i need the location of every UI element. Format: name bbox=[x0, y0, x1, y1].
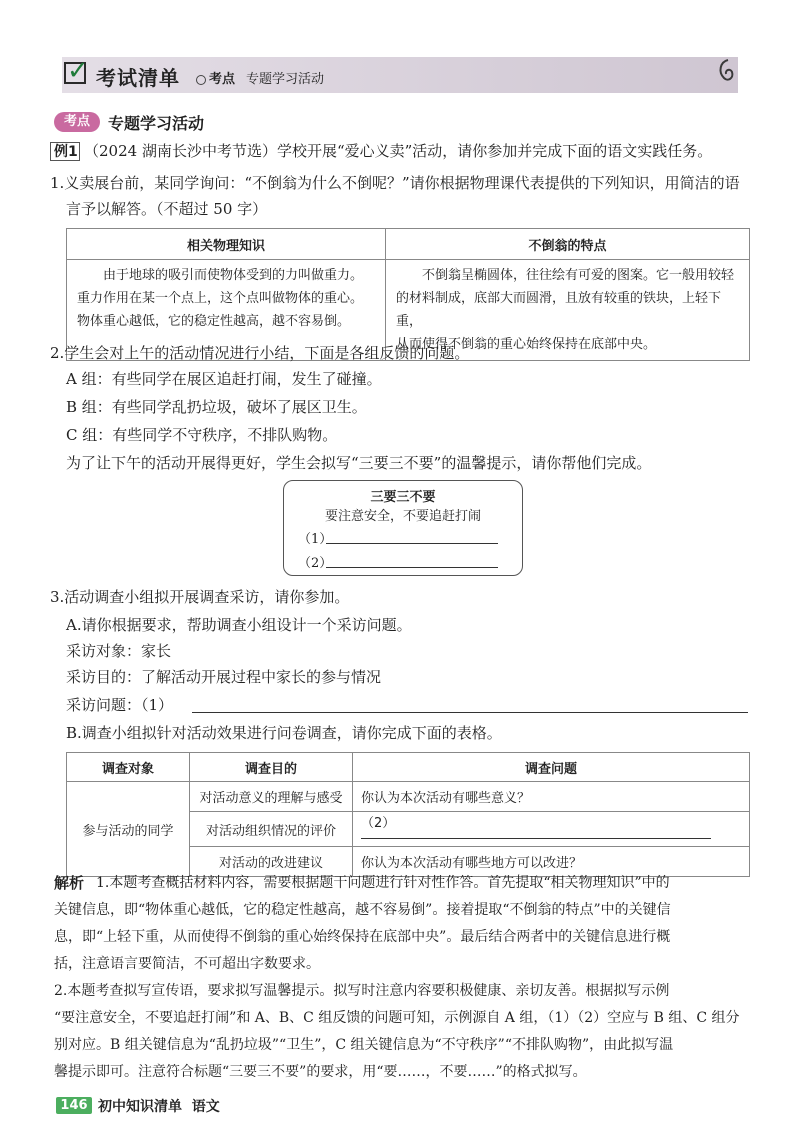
table-header: 相关物理知识 bbox=[67, 229, 386, 260]
text-line: 不倒翁呈椭圆体，往往绘有可爱的图案。它一般用较轻 bbox=[422, 268, 735, 283]
interview-question-label: 采访问题：（1） bbox=[66, 696, 174, 714]
q2-intro: 2.学生会对上午的活动情况进行小结，下面是各组反馈的问题。 bbox=[50, 344, 470, 362]
survey-question: 你认为本次活动有哪些意义？ bbox=[353, 782, 750, 812]
text-line: 从而使得不倒翁的重心始终保持在底部中央。 bbox=[396, 337, 657, 352]
tips-blank1-label: （1） bbox=[298, 532, 333, 547]
interview-question-line[interactable] bbox=[192, 712, 748, 713]
survey-blank-label: （2） bbox=[361, 816, 396, 831]
survey-purpose: 对活动组织情况的评价 bbox=[190, 812, 353, 847]
text-line: 物体重心越低，它的稳定性越高，越不容易倒。 bbox=[77, 314, 351, 329]
example-intro: （2024 湖南长沙中考节选）学校开展“爱心义卖”活动，请你参加并完成下面的语文实践任务。 bbox=[84, 142, 713, 160]
q1-line2: 言予以解答。（不超过 50 字） bbox=[66, 200, 268, 218]
survey-blank-line[interactable] bbox=[361, 838, 711, 839]
dot-icon bbox=[196, 75, 206, 85]
q3-a-task: A.请你根据要求，帮助调查小组设计一个采访问题。 bbox=[66, 616, 412, 634]
table-header: 调查目的 bbox=[190, 753, 353, 782]
survey-purpose: 对活动的改进建议 bbox=[190, 847, 353, 877]
table-header: 调查问题 bbox=[353, 753, 750, 782]
q2-group-a: A 组：有些同学在展区追赶打闹，发生了碰撞。 bbox=[66, 370, 382, 388]
analysis-line: 馨提示即可。注意符合标题“三要三不要”的要求，用“要……，不要……”的格式拟写。 bbox=[54, 1064, 587, 1080]
q2-group-b: B 组：有些同学乱扔垃圾，破坏了展区卫生。 bbox=[66, 398, 367, 416]
text-line: 的材料制成，底部大而圆滑，且放有较重的铁块，上轻下重， bbox=[396, 291, 722, 329]
analysis-line: 息，即“上轻下重，从而使得不倒翁的重心始终保持在底部中央”。最后结合两者中的关键信息进行概 bbox=[54, 929, 671, 945]
swirl-decoration-icon bbox=[714, 56, 736, 84]
interview-purpose: 采访目的：了解活动开展过程中家长的参与情况 bbox=[66, 668, 382, 686]
survey-question-blank[interactable] bbox=[353, 812, 750, 847]
header-tag: 考点 bbox=[196, 68, 235, 87]
survey-question: 你认为本次活动有哪些地方可以改进？ bbox=[353, 847, 750, 877]
q3-b-task: B.调查小组拟针对活动效果进行问卷调查，请你完成下面的表格。 bbox=[66, 724, 502, 742]
header-subtitle: 专题学习活动 bbox=[246, 72, 325, 87]
analysis-line: 括，注意语言要简洁，不可超出字数要求。 bbox=[54, 956, 320, 972]
q2-task: 为了让下午的活动开展得更好，学生会拟写“三要三不要”的温馨提示，请你帮他们完成。 bbox=[66, 454, 652, 472]
analysis-line: “要注意安全，不要追赶打闹”和 A、B、C 组反馈的问题可知，示例源自 A 组，（1）（2）空应与 B 组、C 组分 bbox=[54, 1010, 740, 1026]
analysis-line: 2.本题考查拟写宣传语，要求拟写温馨提示。拟写时注意内容要积极健康、亲切友善。根据拟写示例 bbox=[54, 983, 670, 999]
survey-table bbox=[66, 752, 750, 877]
table-header: 不倒翁的特点 bbox=[386, 229, 750, 260]
q3-intro: 3.活动调查小组拟开展调查采访，请你参加。 bbox=[50, 588, 350, 606]
section-pill: 考点 bbox=[54, 112, 100, 132]
section-title: 专题学习活动 bbox=[108, 114, 205, 133]
interview-target: 采访对象：家长 bbox=[66, 642, 172, 660]
q1-line1: 1.义卖展台前，某同学询问：“不倒翁为什么不倒呢？”请你根据物理课代表提供的下列知识，用简洁的语 bbox=[50, 174, 740, 192]
tips-blank1-line[interactable] bbox=[326, 543, 498, 544]
tips-title: 三要三不要 bbox=[370, 490, 436, 505]
text-line: 重力作用在某一个点上，这个点叫做物体的重心。 bbox=[77, 291, 364, 306]
survey-subject: 参与活动的同学 bbox=[67, 782, 190, 877]
tips-blank2-label: （2） bbox=[298, 556, 333, 571]
analysis-line: 关键信息，即“物体重心越低，它的稳定性越高，越不容易倒”。接着提取“不倒翁的特点”中的关键信 bbox=[54, 902, 671, 918]
tips-blank2-line[interactable] bbox=[326, 567, 498, 568]
analysis-label: 解析 bbox=[54, 874, 85, 892]
analysis-line: 别对应。B 组关键信息为“乱扔垃圾”“卫生”，C 组关键信息为“不守秩序”“不排队购物”，由此拟写温 bbox=[54, 1037, 674, 1053]
q2-group-c: C 组：有些同学不守秩序，不排队购物。 bbox=[66, 426, 338, 444]
example-label: 例1 bbox=[54, 144, 78, 160]
survey-purpose: 对活动意义的理解与感受 bbox=[190, 782, 353, 812]
tips-example: 要注意安全，不要追赶打闹 bbox=[324, 509, 481, 524]
checkmark-icon: ✓ bbox=[67, 56, 89, 86]
page-number: 146 bbox=[56, 1097, 92, 1114]
table-header: 调查对象 bbox=[67, 753, 190, 782]
analysis-line: 1.本题考查概括材料内容，需要根据题干问题进行针对性作答。首先提取“相关物理知识”中的 bbox=[96, 875, 670, 891]
footer-book-title: 初中知识清单 语文 bbox=[98, 1099, 220, 1115]
header-title: 考试清单 bbox=[96, 66, 180, 90]
text-line: 由于地球的吸引而使物体受到的力叫做重力。 bbox=[103, 268, 364, 283]
